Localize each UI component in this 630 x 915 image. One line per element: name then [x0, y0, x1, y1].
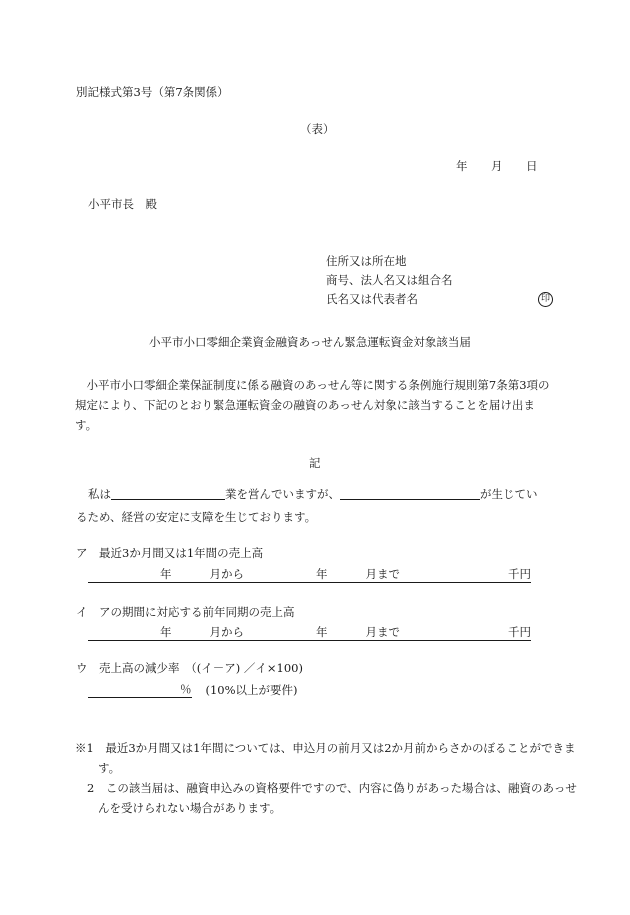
note-1: ※1 最近3か月間又は1年間については、申込月の前月又は2か月前からさかのぼることができます。	[75, 741, 576, 775]
form-number: 別記様式第3号（第7条関係）	[76, 85, 229, 99]
statement-line-1	[88, 487, 538, 500]
item-a-to-year-blank[interactable]	[244, 582, 316, 583]
seal-mark	[538, 292, 553, 307]
item-i-to-year-blank[interactable]	[244, 640, 316, 641]
item-a-from-year-blank[interactable]	[88, 582, 160, 583]
item-i-from-year-blank[interactable]	[88, 640, 160, 641]
percent-sign: ％	[180, 682, 192, 696]
item-i-month-from: 月から	[209, 625, 244, 639]
item-i-year2-unit: 年	[316, 627, 366, 641]
address-label: 住所又は所在地	[326, 254, 407, 268]
document-title: 小平市小口零細企業資金融資あっせん緊急運転資金対象該当届	[149, 335, 471, 349]
item-a-year-unit: 年	[160, 569, 210, 583]
item-a-month-to: 月まで	[365, 567, 400, 581]
date-day-label: 日	[526, 159, 538, 173]
item-u-label: ウ 売上高の減少率 （(イ－ア) ／イ×100)	[76, 661, 303, 675]
item-i-amount-blank[interactable]	[400, 640, 508, 641]
company-name-label: 商号、法人名又は組合名	[326, 273, 453, 287]
item-a-month-from: 月から	[209, 567, 244, 581]
representative-label: 氏名又は代表者名	[326, 292, 418, 306]
item-i-year-unit: 年	[160, 627, 210, 641]
addressee: 小平市長 殿	[88, 197, 157, 211]
statement-line-2: るため、経営の安定に支障を生じております。	[76, 510, 317, 524]
seal-text: 印	[538, 292, 553, 307]
form-side-label: （表）	[300, 122, 335, 136]
statement-part-2: 業を営んでいますが、	[225, 486, 340, 501]
intro-paragraph: 小平市小口零細企業保証制度に係る融資のあっせん等に関する条例施行規則第7条第3項の規定により、下記のとおり緊急運転資金の融資のあっせん対象に該当することを届け出ます。	[75, 378, 550, 432]
item-a-label: ア 最近3か月間又は1年間の売上高	[76, 546, 264, 560]
rate-requirement: (10%以上が要件)	[205, 683, 298, 697]
ki-heading: 記	[309, 456, 321, 470]
business-type-blank[interactable]	[111, 487, 225, 500]
item-i-label: イ アの期間に対応する前年同期の売上高	[76, 605, 295, 619]
statement-part-3: が生じてい	[480, 486, 538, 501]
item-u-fields	[88, 684, 298, 698]
item-a-amount-blank[interactable]	[400, 582, 508, 583]
cause-blank[interactable]	[340, 487, 480, 500]
item-a-year2-unit: 年	[316, 569, 366, 583]
decrease-rate-blank[interactable]	[88, 697, 180, 698]
item-a-fields	[88, 569, 531, 583]
date-month-label: 月	[491, 159, 503, 173]
item-i-amount-unit: 千円	[508, 625, 531, 639]
item-i-fields	[88, 627, 531, 641]
item-a-amount-unit: 千円	[508, 567, 531, 581]
item-i-month-to: 月まで	[365, 625, 400, 639]
note-2: 2 この該当届は、融資申込みの資格要件ですので、内容に偽りがあった場合は、融資のあっせんを受けられない場合があります。	[87, 781, 577, 815]
statement-part-1: 私は	[88, 486, 111, 501]
date-year-label: 年	[456, 159, 468, 173]
